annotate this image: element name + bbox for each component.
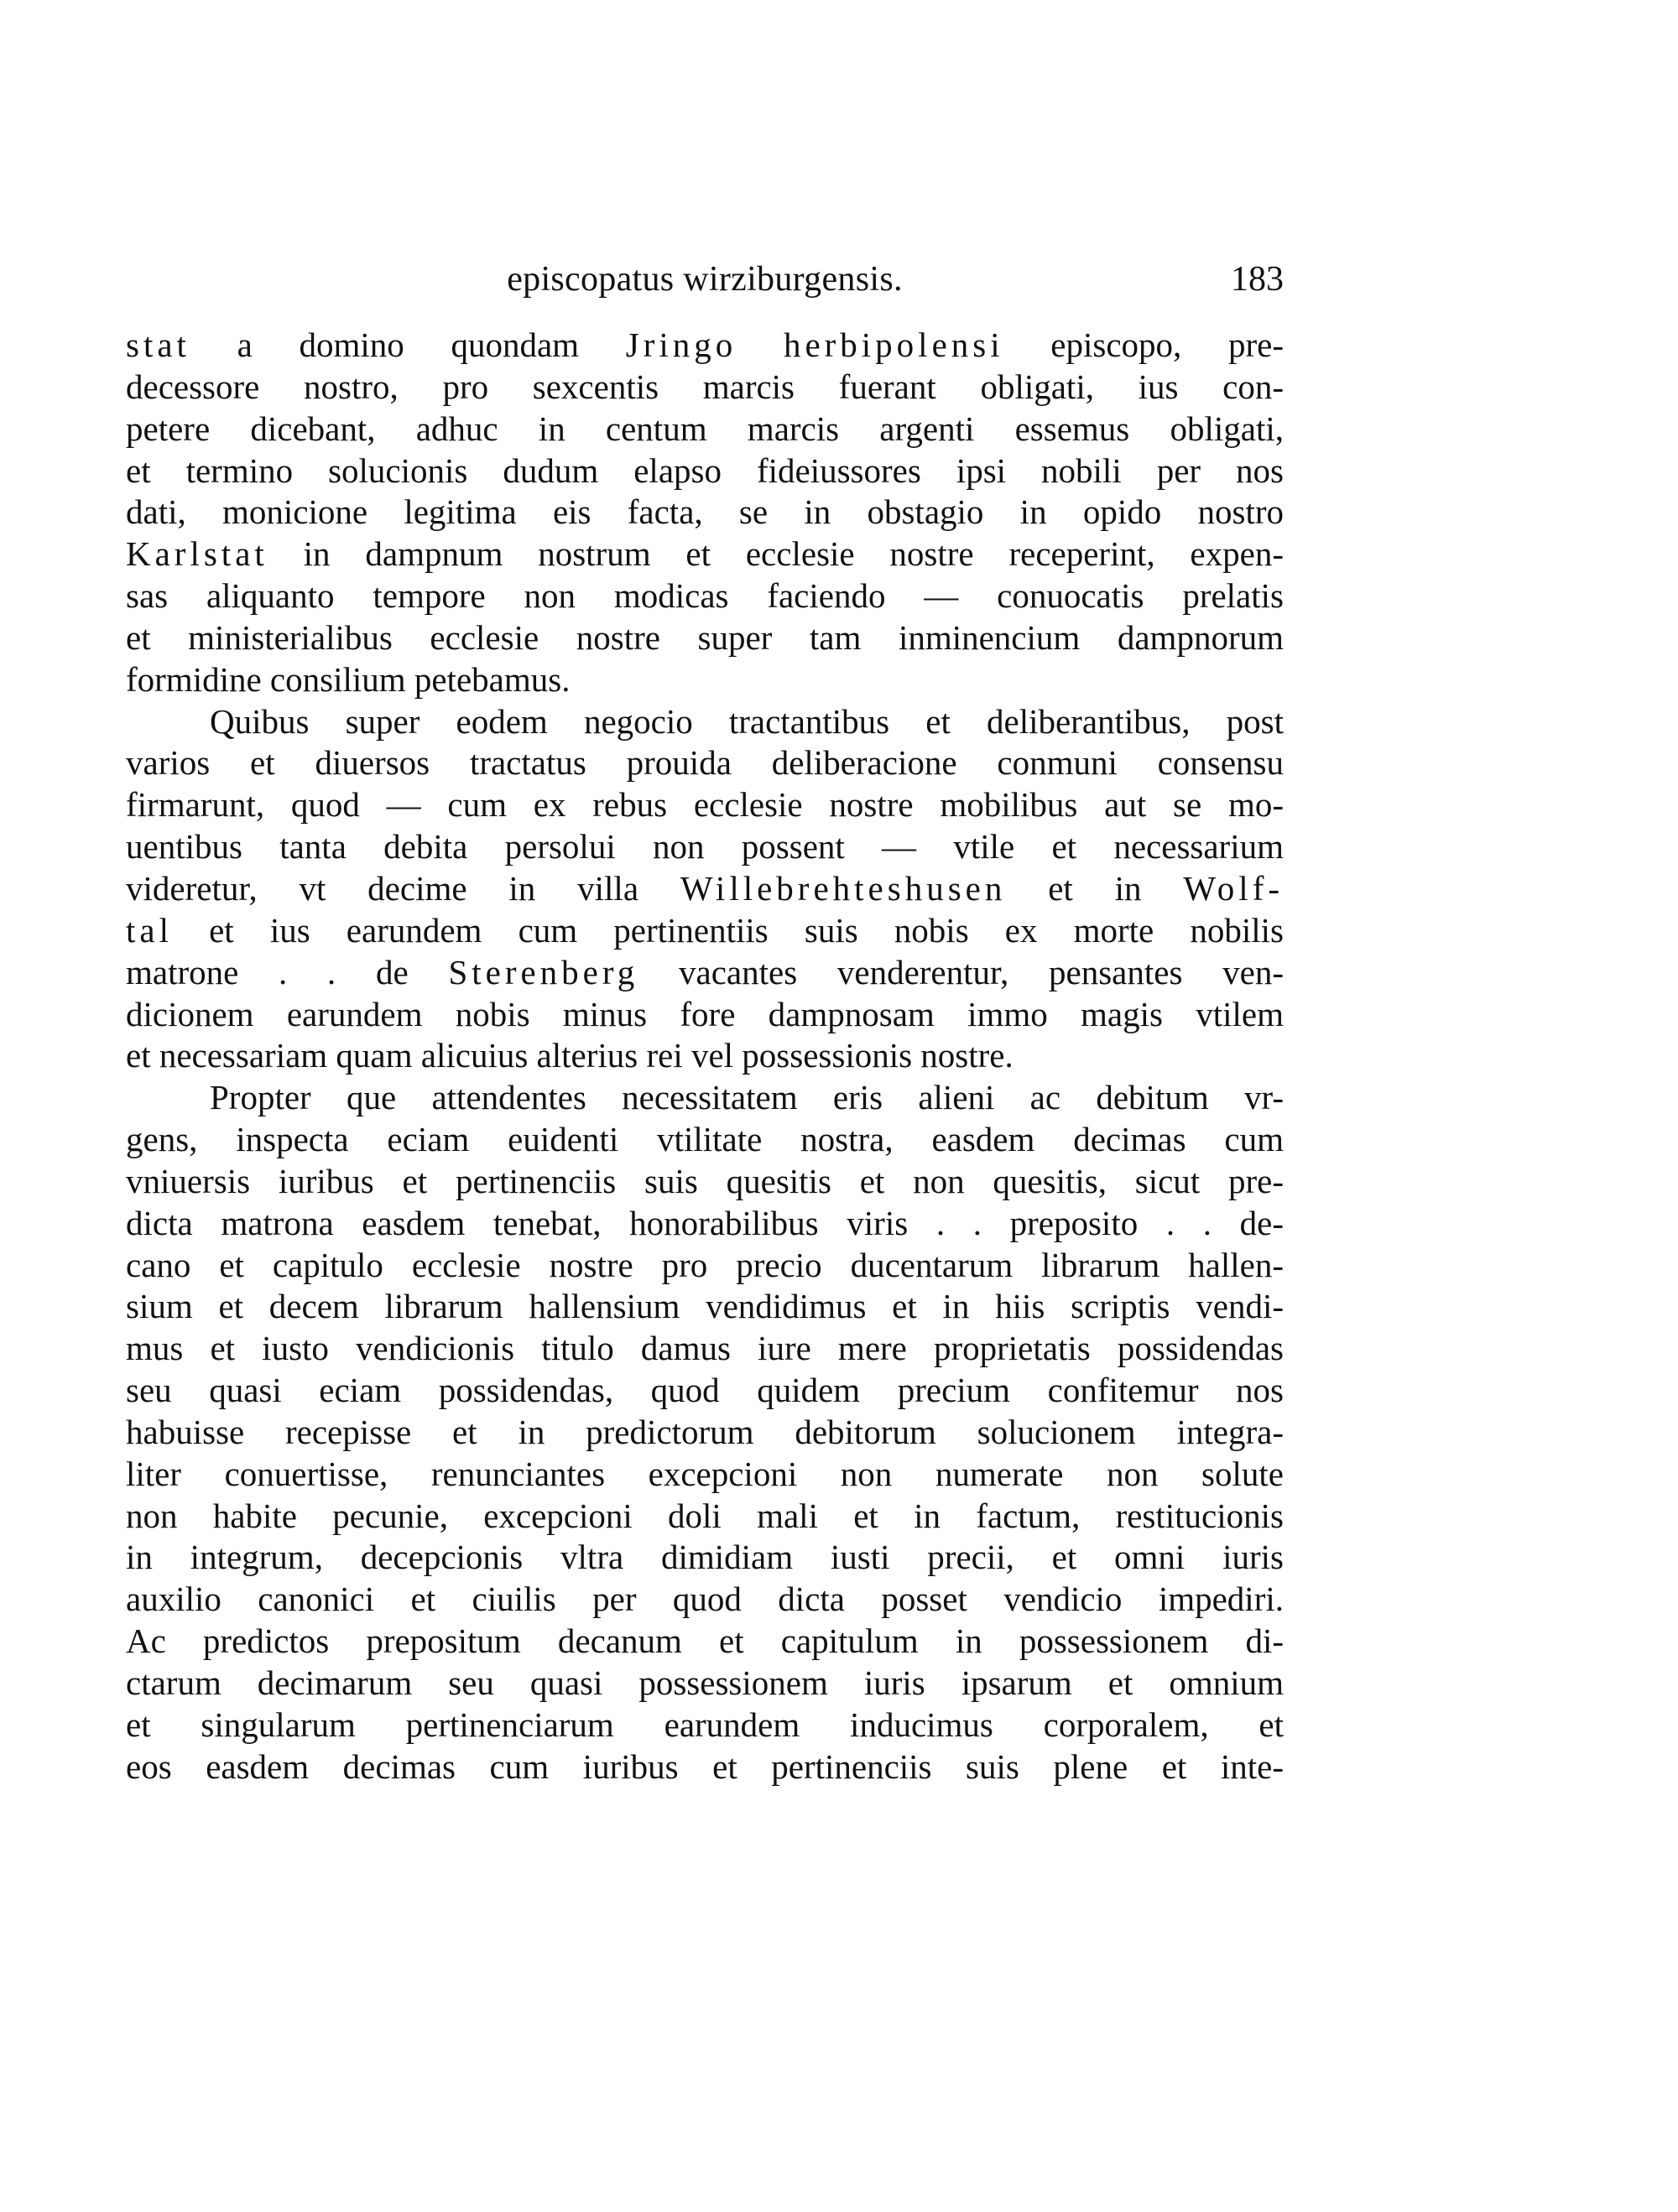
text-line [126,1245,1284,1287]
text-line [126,868,1284,910]
text-line [126,826,1284,868]
text-line [126,701,1284,743]
text-line [126,1746,1284,1788]
text-segment: vniuersis iuribus et pertinenciis suis quesitis et non quesitis, sicut pre- [126,1161,1284,1200]
text-line [126,1412,1284,1454]
text-line [126,450,1284,492]
text-segment: gens, inspecta eciam euidenti vtilitate nostra, easdem decimas cum [126,1120,1284,1159]
text-segment: decessore nostro, pro sexcentis marcis fuerant obligati, ius con- [126,367,1284,406]
text-line [126,575,1284,617]
running-title: episcopatus wirziburgensis. [507,260,903,299]
text-line [126,409,1284,450]
text-segment: in dampnum nostrum et ecclesie nostre receperint, expen- [268,534,1284,574]
text-segment: sas aliquanto tempore non modicas faciendo — conuocatis prelatis [126,576,1284,616]
text-segment: et necessariam quam alicuius alterius rei vel possessionis nostre. [126,1036,1014,1075]
text-segment: varios et diuersos tractatus prouida deliberacione conmuni consensu [126,743,1284,783]
text-segment: et ius earundem cum pertinentiis suis nobis ex morte nobilis [172,910,1284,950]
text-segment: Ac predictos prepositum decanum et capitulum in possessionem di- [126,1621,1284,1661]
text-segment: habuisse recepisse et in predictorum debitorum solucionem integra- [126,1412,1284,1451]
text-line [126,367,1284,409]
text-segment: Quibus super eodem negocio tractantibus et deliberantibus, post [210,701,1284,741]
text-line [126,1203,1284,1245]
body-text [126,325,1284,1788]
spaced-name: herbipolensi [783,325,1004,364]
text-line [126,659,1284,701]
text-line [126,1705,1284,1746]
text-segment: episcopo, pre- [1003,325,1284,364]
text-segment: liter conuertisse, renunciantes excepcioni non numerate non solute [126,1454,1284,1493]
text-line [126,994,1284,1036]
text-segment: matrone . . de [126,952,449,991]
text-line [126,1035,1284,1077]
text-segment: et ministerialibus ecclesie nostre super tam inminencium dampnorum [126,617,1284,657]
text-segment: Propter que attendentes necessitatem eris alieni ac debitum vr- [210,1078,1284,1117]
text-line [126,533,1284,575]
text-segment: vacantes venderentur, pensantes ven- [638,952,1284,991]
text-segment: et singularum pertinenciarum earundem inducimus corporalem, et [126,1705,1284,1744]
text-line [126,325,1284,367]
text-line [126,1663,1284,1705]
text-segment: in integrum, decepcionis vltra dimidiam iusti precii, et omni iuris [126,1538,1284,1577]
text-segment: auxilio canonici et ciuilis per quod dicta posset vendicio impediri. [126,1580,1284,1619]
spaced-name: Jringo [625,325,737,364]
text-line [126,1286,1284,1328]
text-line [126,1161,1284,1203]
text-segment [737,325,784,364]
spaced-name: Wolf- [1183,868,1285,908]
text-line [126,952,1284,994]
spaced-name: stat [126,325,190,364]
text-line [126,1077,1284,1119]
text-segment: cano et capitulo ecclesie nostre pro precio ducentarum librarum hallen- [126,1245,1284,1284]
text-line [126,1579,1284,1621]
text-segment: petere dicebant, adhuc in centum marcis argenti essemus obligati, [126,409,1284,448]
text-segment: dicta matrona easdem tenebat, honorabilibus viris . . preposito . . de- [126,1203,1284,1242]
text-segment: uentibus tanta debita persolui non possent — vtile et necessarium [126,827,1284,867]
text-segment: mus et iusto vendicionis titulo damus iure mere proprietatis possidendas [126,1329,1284,1368]
text-segment: dicionem earundem nobis minus fore dampnosam immo magis vtilem [126,994,1284,1033]
text-segment: eos easdem decimas cum iuribus et pertinenciis suis plene et inte- [126,1746,1284,1786]
spaced-name: Willebrehteshusen [680,868,1007,908]
spaced-name: Sterenberg [448,952,639,991]
text-segment: non habite pecunie, excepcioni doli mali et in factum, restitucionis [126,1496,1284,1535]
text-segment: et termino solucionis dudum elapso fideiussores ipsi nobili per nos [126,450,1284,490]
text-line [126,617,1284,659]
text-segment: sium et decem librarum hallensium vendidimus et in hiis scriptis vendi- [126,1287,1284,1326]
text-segment: seu quasi eciam possidendas, quod quidem precium confitemur nos [126,1371,1284,1410]
text-line [126,1328,1284,1370]
text-segment: firmarunt, quod — cum ex rebus ecclesie nostre mobilibus aut se mo- [126,785,1284,825]
text-line [126,742,1284,784]
text-line [126,1537,1284,1579]
running-head [126,254,1284,304]
text-segment: et in [1006,868,1184,908]
text-line [126,910,1284,952]
text-line [126,1621,1284,1663]
text-line [126,492,1284,533]
text-line [126,784,1284,826]
text-segment: a domino quondam [190,325,626,364]
text-segment: ctarum decimarum seu quasi possessionem iuris ipsarum et omnium [126,1663,1284,1702]
spaced-name: tal [126,910,173,950]
text-segment: formidine consilium petebamus. [126,659,571,699]
spaced-name: Karlstat [126,534,268,574]
text-line [126,1370,1284,1412]
text-line [126,1496,1284,1538]
text-segment: dati, monicione legitima eis facta, se in obstagio in opido nostro [126,492,1284,532]
page-number: 183 [1231,260,1284,299]
text-segment: videretur, vt decime in villa [126,868,680,908]
text-line [126,1454,1284,1496]
text-line [126,1119,1284,1161]
